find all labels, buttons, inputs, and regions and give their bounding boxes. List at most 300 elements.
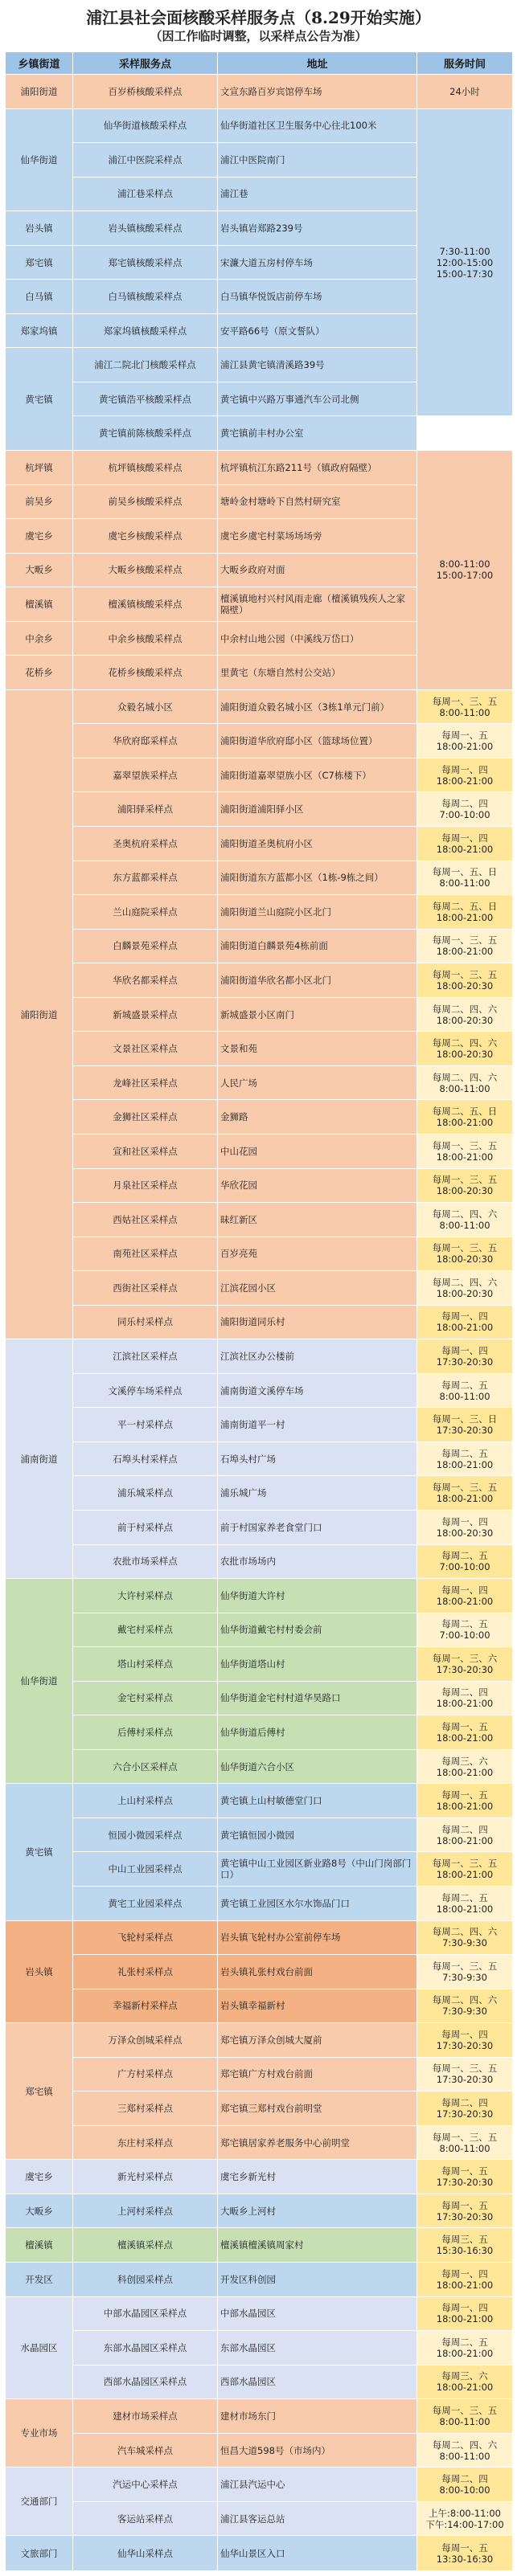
site-cell: 花桥乡核酸采样点 [73,656,218,690]
town-cell: 中余乡 [6,621,73,656]
town-cell: 花桥乡 [6,656,73,690]
address-cell: 浦阳街道兰山庭院小区北门 [218,895,417,930]
address-cell: 黄宅镇工业园区水尔水饰品门口 [218,1886,417,1920]
site-cell: 东庄村采样点 [73,2125,218,2160]
address-cell: 江滨花园小区 [218,1271,417,1306]
site-cell: 中部水晶园区采样点 [73,2296,218,2331]
site-cell: 汽车城采样点 [73,2433,218,2468]
table-row [6,2125,513,2160]
site-cell: 科创园采样点 [73,2263,218,2297]
address-cell: 石埠头村广场 [218,1441,417,1476]
town-cell: 开发区 [6,2263,73,2297]
hours-cell: 每周一、三、五 8:00-11:00 [417,2125,513,2160]
table-row [6,2536,513,2571]
address-cell: 岩头镇幸福新村 [218,1989,417,2023]
site-cell: 恒园小微园采样点 [73,1818,218,1852]
town-cell: 前吴乡 [6,485,73,519]
site-cell: 嘉翠望族采样点 [73,758,218,792]
town-cell: 白马镇 [6,280,73,314]
table-row [6,1339,513,1374]
address-cell: 金狮路 [218,1100,417,1135]
address-cell: 仙华街道大许村 [218,1579,417,1613]
table-row [6,1476,513,1511]
address-cell: 浦阳街道华欣府邸小区（篮球场位置） [218,724,417,758]
address-cell: 黄宅镇中兴路万事通汽车公司北侧 [218,382,417,416]
hours-cell: 每周一、三、五 18:00-20:30 [417,963,513,998]
site-cell: 六合小区采样点 [73,1749,218,1784]
address-cell: 东部水晶园区 [218,2331,417,2365]
table-row [6,1647,513,1682]
town-cell: 仙华街道 [6,1579,73,1784]
table-row [6,1441,513,1476]
table-row [6,108,513,143]
site-cell: 平一村采样点 [73,1408,218,1442]
hours-cell: 每周一、五 18:00-21:00 [417,1784,513,1818]
town-cell: 专业市场 [6,2399,73,2468]
table-row [6,1989,513,2023]
address-cell: 黄宅镇恒园小微园 [218,1818,417,1852]
site-cell: 金宅村采样点 [73,1681,218,1715]
address-cell: 浦南街道文溪停车场 [218,1373,417,1408]
address-cell: 浦江县汽运中心 [218,2468,417,2502]
town-cell: 文旅部门 [6,2536,73,2571]
address-cell: 郑宅镇三郑村戏台前明堂 [218,2091,417,2126]
address-cell: 虞宅乡虞宅村菜场场场旁 [218,519,417,554]
address-cell: 宋濂大道五房村停车场 [218,245,417,280]
hours-cell: 每周一、三、五 8:00-11:00 [417,689,513,724]
hours-cell: 每周二、四、六 8:00-11:00 [417,1203,513,1237]
address-cell: 恒昌大道598号（市场内） [218,2433,417,2468]
table-row [6,2433,513,2468]
site-cell: 新城盛景采样点 [73,997,218,1032]
address-cell: 黄宅镇上山村敏德堂门口 [218,1784,417,1818]
hours-cell: 每周二、四、六 8:00-11:00 [417,2433,513,2468]
site-cell: 建材市场采样点 [73,2399,218,2434]
site-cell: 上河村采样点 [73,2194,218,2228]
town-cell: 浦阳街道 [6,689,73,1339]
table-row [6,689,513,724]
table-row [6,451,513,485]
site-cell: 众毅名城小区 [73,689,218,724]
table-row [6,1510,513,1544]
address-cell: 浦阳街道东方蓝都小区（1栋-9栋之间） [218,861,417,895]
address-cell: 大畈乡政府对面 [218,553,417,587]
site-cell: 檀溪镇核酸采样点 [73,587,218,622]
site-cell: 前于村采样点 [73,1510,218,1544]
hours-cell: 每周二、五 8:00-11:00 [417,1373,513,1408]
address-cell: 前于村国家养老食堂门口 [218,1510,417,1544]
hours-cell: 24小时 [417,75,513,109]
hours-cell: 每周一、三、五 18:00-21:00 [417,1852,513,1887]
address-cell: 农批市场场内 [218,1544,417,1579]
hours-cell: 每周一、三、日 17:30-20:30 [417,1408,513,1442]
table-row [6,2023,513,2058]
hours-cell: 7:30-11:00 12:00-15:00 15:00-17:30 [417,108,513,416]
site-cell: 浦江中医院采样点 [73,143,218,178]
hours-cell: 每周二、五 7:00-10:00 [417,1544,513,1579]
address-cell: 郑宅镇广方村戏台前面 [218,2057,417,2091]
town-cell: 水晶园区 [6,2296,73,2399]
table-row [6,792,513,827]
site-cell: 仙华山采样点 [73,2536,218,2571]
header-town: 乡镇街道 [6,52,73,75]
site-cell: 汽运中心采样点 [73,2468,218,2502]
address-cell: 岩头镇岩郑路239号 [218,211,417,246]
site-cell: 大畈乡核酸采样点 [73,553,218,587]
site-cell: 文溪停车场采样点 [73,1373,218,1408]
town-cell: 浦南街道 [6,1339,73,1579]
address-cell: 浦乐城广场 [218,1476,417,1511]
address-cell: 浦江县黄宅镇清溪路39号 [218,348,417,382]
hours-cell: 每周二、五 7:00-10:00 [417,1613,513,1647]
address-cell: 岩头镇礼张村戏台前面 [218,1955,417,1989]
table-body [6,75,513,2571]
header-hours: 服务时间 [417,52,513,75]
site-cell: 月泉社区采样点 [73,1168,218,1203]
address-cell: 仙华街道社区卫生服务中心往北100米 [218,108,417,143]
table-row [6,1784,513,1818]
site-cell: 后傅村采样点 [73,1715,218,1750]
site-cell: 杭坪镇核酸采样点 [73,451,218,485]
hours-cell: 上午:8:00-11:00 下午:14:00-17:00 [417,2501,513,2536]
address-cell: 浦阳街道圣奥杭府小区 [218,827,417,861]
hours-cell: 每周一、三、五 8:00-11:00 [417,2399,513,2434]
site-cell: 宣和社区采样点 [73,1134,218,1168]
site-cell: 东部水晶园区采样点 [73,2331,218,2365]
address-cell: 黄宅镇中山工业园区新业路8号（中山门岗部门口） [218,1852,417,1887]
site-cell: 虞宅乡核酸采样点 [73,519,218,554]
address-cell: 檀溪镇地村兴村风雨走廊（檀溪镇残疾人之家隔壁） [218,587,417,622]
hours-cell: 每周二、五 18:00-21:00 [417,1886,513,1920]
table-row [6,1305,513,1339]
address-cell: 浦江巷 [218,177,417,211]
address-cell: 浦江县客运总站 [218,2501,417,2536]
address-cell: 新城盛景小区南门 [218,997,417,1032]
hours-cell: 每周二、五、日 18:00-21:00 [417,895,513,930]
site-cell: 郑家坞镇核酸采样点 [73,313,218,348]
table-row [6,758,513,792]
hours-cell: 每周二、四、六 7:30-9:30 [417,1920,513,1955]
address-cell: 昧红新区 [218,1203,417,1237]
hours-cell: 每周一、四 18:00-20:30 [417,1510,513,1544]
hours-cell: 每周二、四、六 18:00-20:30 [417,1032,513,1066]
hours-cell: 每周一、三、五 18:00-21:00 [417,1476,513,1511]
site-cell: 南苑社区采样点 [73,1237,218,1271]
table-row [6,1134,513,1168]
address-cell: 浦阳街道白麟景苑4栋前面 [218,929,417,963]
table-row [6,2091,513,2126]
town-cell: 黄宅镇 [6,348,73,451]
site-cell: 白麟景苑采样点 [73,929,218,963]
table-row [6,724,513,758]
site-cell: 客运站采样点 [73,2501,218,2536]
town-cell: 杭坪镇 [6,451,73,485]
table-row [6,2501,513,2536]
town-cell: 交通部门 [6,2468,73,2536]
hours-cell: 每周二、四 7:00-10:00 [417,792,513,827]
site-cell: 西街社区采样点 [73,1271,218,1306]
hours-cell: 每周一、四 18:00-21:00 [417,1305,513,1339]
address-cell: 开发区科创园 [218,2263,417,2297]
address-cell: 大畈乡上河村 [218,2194,417,2228]
table-row [6,1065,513,1100]
table-row [6,1681,513,1715]
table-row [6,1373,513,1408]
hours-cell: 每周一、四 18:00-21:00 [417,2263,513,2297]
table-row [6,895,513,930]
table-row [6,929,513,963]
town-cell: 仙华街道 [6,108,73,211]
site-cell: 上山村采样点 [73,1784,218,1818]
site-cell: 江滨社区采样点 [73,1339,218,1374]
address-cell: 江滨社区办公楼前 [218,1339,417,1374]
address-cell: 西部水晶园区 [218,2365,417,2399]
town-cell: 浦阳街道 [6,75,73,109]
hours-cell: 每周一、三、五 7:30-9:30 [417,1955,513,1989]
table-row [6,75,513,109]
table-row [6,2057,513,2091]
table-row [6,1203,513,1237]
site-cell: 礼张村采样点 [73,1955,218,1989]
site-cell: 兰山庭院采样点 [73,895,218,930]
site-cell: 西部水晶园区采样点 [73,2365,218,2399]
site-cell: 文景社区采样点 [73,1032,218,1066]
table-row [6,1579,513,1613]
address-cell: 浦阳街道众毅名城小区（3栋1单元门前） [218,689,417,724]
site-cell: 戴宅村采样点 [73,1613,218,1647]
hours-cell: 每周一、三、六 17:30-20:30 [417,1647,513,1682]
hours-cell: 每周一、四 18:00-21:00 [417,2296,513,2331]
address-cell: 文宣东路百岁宾馆停车场 [218,75,417,109]
address-cell: 郑宅镇居家养老服务中心前明堂 [218,2125,417,2160]
hours-cell: 每周一、五、日 8:00-11:00 [417,861,513,895]
hours-cell: 每周二、四 18:00-21:00 [417,1681,513,1715]
page-header [0,0,517,51]
table-row [6,1715,513,1750]
table-row [6,2228,513,2263]
address-cell: 人民广场 [218,1065,417,1100]
site-cell: 郑宅镇核酸采样点 [73,245,218,280]
hours-cell: 每周二、五 18:00-21:00 [417,1441,513,1476]
site-cell: 新光村采样点 [73,2160,218,2194]
hours-cell: 每周二、四、六 8:00-11:00 [417,1065,513,1100]
town-cell: 黄宅镇 [6,1784,73,1920]
hours-cell: 每周三、六 18:00-21:00 [417,1749,513,1784]
address-cell: 文景和苑 [218,1032,417,1066]
site-cell: 金狮社区采样点 [73,1100,218,1135]
hours-cell: 每周二、四、六 7:30-9:30 [417,1989,513,2023]
table-row [6,1032,513,1066]
address-cell: 中部水晶园区 [218,2296,417,2331]
site-cell: 浦江二院北门核酸采样点 [73,348,218,382]
address-cell: 仙华街道塔山村 [218,1647,417,1682]
town-cell: 虞宅乡 [6,519,73,554]
site-cell: 华欣府邸采样点 [73,724,218,758]
address-cell: 仙华街道金宅村村道华昊路口 [218,1681,417,1715]
site-cell: 东方蓝都采样点 [73,861,218,895]
town-cell: 大畈乡 [6,2194,73,2228]
site-cell: 百岁桥核酸采样点 [73,75,218,109]
hours-cell: 每周三、六 18:00-21:00 [417,2365,513,2399]
site-cell: 农批市场采样点 [73,1544,218,1579]
table-header-row [6,52,513,75]
address-cell: 中山花园 [218,1134,417,1168]
site-cell: 浦江巷采样点 [73,177,218,211]
site-cell: 浦乐城采样点 [73,1476,218,1511]
hours-cell: 每周一、四 18:00-21:00 [417,827,513,861]
page-subtitle: （因工作临时调整，以采样点公告为准） [150,29,367,43]
site-cell: 岩头镇核酸采样点 [73,211,218,246]
table-row [6,416,513,451]
hours-cell: 每周一、五 17:30-20:30 [417,2194,513,2228]
hours-cell: 8:00-11:00 15:00-17:00 [417,451,513,690]
table-row [6,1271,513,1306]
site-cell: 仙华街道核酸采样点 [73,108,218,143]
site-cell: 黄宅镇浩平核酸采样点 [73,382,218,416]
site-cell: 塔山村采样点 [73,1647,218,1682]
hours-cell: 每周一、四 17:30-20:30 [417,1339,513,1374]
town-cell: 岩头镇 [6,211,73,246]
hours-cell: 每周一、三、五 17:30-20:30 [417,2057,513,2091]
address-cell: 浦阳街道浦阳驿小区 [218,792,417,827]
town-cell: 大畈乡 [6,553,73,587]
address-cell: 里黄宅（东塘自然村公交站） [218,656,417,690]
site-cell: 黄宅工业园采样点 [73,1886,218,1920]
site-cell: 同乐村采样点 [73,1305,218,1339]
address-cell: 仙华山景区入口 [218,2536,417,2571]
hours-cell: 每周二、四 18:00-21:00 [417,1818,513,1852]
table-row [6,1613,513,1647]
table-row [6,1168,513,1203]
table-row [6,2365,513,2399]
address-cell: 仙华街道后傅村 [218,1715,417,1750]
town-cell: 檀溪镇 [6,2228,73,2263]
address-cell: 虞宅乡新光村 [218,2160,417,2194]
hours-cell: 每周二、四 8:00-10:00 [417,2468,513,2502]
table-row [6,861,513,895]
table-row [6,1920,513,1955]
address-cell: 黄宅镇前丰村办公室 [218,416,417,451]
hours-cell: 每周一、三、五 18:00-20:30 [417,1168,513,1203]
address-cell: 郑宅镇万泽众创城大厦前 [218,2023,417,2058]
hours-cell: 每周二、四、六 18:00-20:30 [417,997,513,1032]
table-row [6,2399,513,2434]
table-row [6,2468,513,2502]
address-cell: 岩头镇飞轮村办公室前停车场 [218,1920,417,1955]
address-cell: 浦阳街道同乐村 [218,1305,417,1339]
site-cell: 石埠头村采样点 [73,1441,218,1476]
address-cell: 华欣花园 [218,1168,417,1203]
hours-cell: 每周一、五 18:00-21:00 [417,1715,513,1750]
site-cell: 白马镇核酸采样点 [73,280,218,314]
table-row [6,2331,513,2365]
site-cell: 大许村采样点 [73,1579,218,1613]
header-site: 采样服务点 [73,52,218,75]
town-cell: 郑家坞镇 [6,313,73,348]
table-row [6,1749,513,1784]
hours-cell: 每周一、四 18:00-21:00 [417,758,513,792]
hours-cell: 每周一、五 13:30-16:30 [417,2536,513,2571]
site-cell: 中余乡核酸采样点 [73,621,218,656]
hours-cell: 每周二、五 18:00-21:00 [417,2331,513,2365]
town-cell: 郑宅镇 [6,2023,73,2160]
address-cell: 浦江中医院南门 [218,143,417,178]
address-cell: 仙华街道戴宅村村委会前 [218,1613,417,1647]
site-cell: 圣奥杭府采样点 [73,827,218,861]
hours-cell: 每周一、三、五 18:00-20:30 [417,1237,513,1271]
site-cell: 中山工业园采样点 [73,1852,218,1887]
site-cell: 前吴乡核酸采样点 [73,485,218,519]
address-cell: 杭坪镇杭江东路211号（镇政府隔壁） [218,451,417,485]
address-cell: 建材市场东门 [218,2399,417,2434]
town-cell: 虞宅乡 [6,2160,73,2194]
table-row [6,1955,513,1989]
site-cell: 檀溪镇采样点 [73,2228,218,2263]
site-cell: 浦阳驿采样点 [73,792,218,827]
hours-cell: 每周二、五、日 18:00-21:00 [417,1100,513,1135]
address-cell: 仙华街道六合小区 [218,1749,417,1784]
site-cell: 三郑村采样点 [73,2091,218,2126]
header-address: 地址 [218,52,417,75]
site-cell: 广方村采样点 [73,2057,218,2091]
hours-cell: 每周三、五 15:30-16:30 [417,2228,513,2263]
hours-cell: 每周一、三、五 18:00-21:00 [417,929,513,963]
town-cell: 檀溪镇 [6,587,73,622]
address-cell: 浦阳街道华欣名都小区北门 [218,963,417,998]
site-cell: 西姑社区采样点 [73,1203,218,1237]
address-cell: 百岁亮苑 [218,1237,417,1271]
site-cell: 飞轮村采样点 [73,1920,218,1955]
table-row [6,963,513,998]
hours-cell: 每周一、三、五 18:00-21:00 [417,1134,513,1168]
site-cell: 龙峰社区采样点 [73,1065,218,1100]
table-row [6,1237,513,1271]
address-cell: 安平路66号（原文誓队） [218,313,417,348]
address-cell: 浦南街道平一村 [218,1408,417,1442]
table-row [6,2296,513,2331]
hours-cell: 每周二、四、六 18:00-20:30 [417,1271,513,1306]
table-row [6,827,513,861]
table-row [6,1408,513,1442]
table-row [6,1852,513,1887]
address-cell: 白马镇华悦饭店前停车场 [218,280,417,314]
table-row [6,1544,513,1579]
site-cell: 华欣名都采样点 [73,963,218,998]
page-title: 浦江县社会面核酸采样服务点（8.29开始实施） [86,8,431,27]
table-row [6,1886,513,1920]
table-row [6,2263,513,2297]
hours-cell: 每周一、四 17:30-20:30 [417,2023,513,2058]
address-cell: 浦阳街道嘉翠望族小区（C7栋楼下） [218,758,417,792]
hours-cell: 每周二、四 17:30-20:30 [417,2091,513,2126]
site-cell: 万泽众创城采样点 [73,2023,218,2058]
site-cell: 幸福新村采样点 [73,1989,218,2023]
table-row [6,2194,513,2228]
table-row [6,1100,513,1135]
hours-cell: 每周一、五 18:00-21:00 [417,724,513,758]
table-row [6,1818,513,1852]
table-row [6,2160,513,2194]
hours-cell: 每周一、四 18:00-21:00 [417,1579,513,1613]
site-cell: 黄宅镇前陈核酸采样点 [73,416,218,451]
sampling-sites-table [5,51,513,2571]
address-cell: 檀溪镇檀溪镇周家村 [218,2228,417,2263]
town-cell: 郑宅镇 [6,245,73,280]
address-cell: 中余村山地公园（中溪线万岱口） [218,621,417,656]
town-cell: 岩头镇 [6,1920,73,2023]
address-cell: 塘岭金村塘岭下自然村研究室 [218,485,417,519]
table-row [6,997,513,1032]
